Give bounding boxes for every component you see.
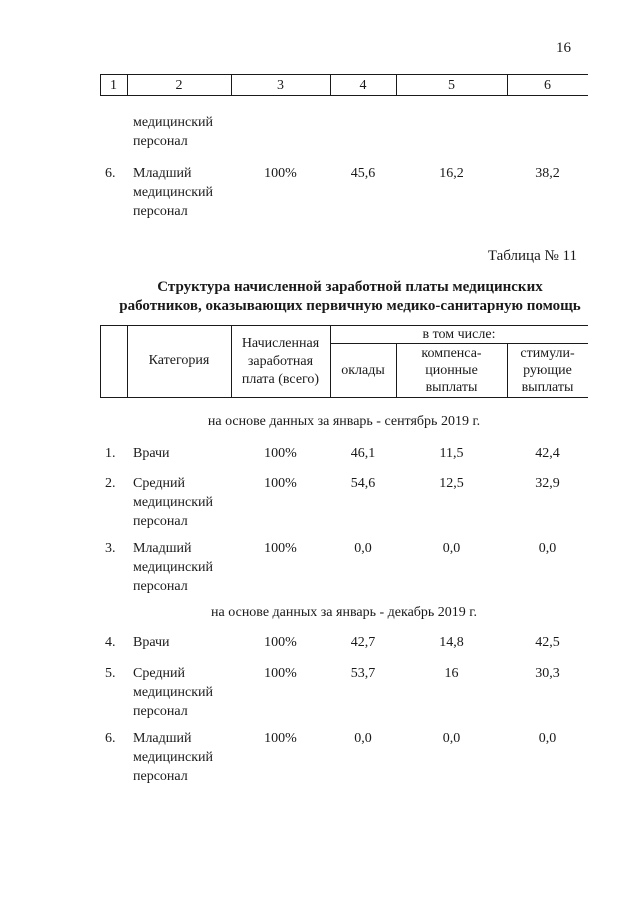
top-table-line	[100, 95, 588, 96]
row-label-line: медицинский	[133, 685, 213, 700]
column-number: 6	[544, 78, 551, 93]
comp-cell: 14,8	[439, 635, 464, 650]
row-label-line: Врачи	[133, 635, 170, 650]
stim-cell: 0,0	[538, 541, 557, 556]
total-cell: 100%	[264, 666, 297, 681]
column-number: 5	[448, 78, 455, 93]
header-vline	[100, 325, 101, 398]
header-stim-line: стимули-	[520, 346, 575, 361]
stim-cell: 38,2	[535, 166, 560, 181]
stim-cell: 42,4	[535, 446, 560, 461]
stim-cell: 42,5	[535, 635, 560, 650]
header-stim-line: рующие	[523, 363, 572, 378]
table-label: Таблица № 11	[487, 248, 577, 264]
column-number: 3	[277, 78, 284, 93]
total-cell: 100%	[264, 166, 297, 181]
row-number: 2.	[105, 476, 116, 491]
total-cell: 100%	[264, 446, 297, 461]
row-label-line: медицинский	[133, 185, 213, 200]
page-number: 16	[556, 40, 571, 56]
comp-cell: 11,5	[439, 446, 464, 461]
header-total-line: Начисленная	[241, 336, 320, 351]
continued-label-line: персонал	[133, 134, 188, 149]
row-number: 1.	[105, 446, 116, 461]
row-label-line: персонал	[133, 769, 188, 784]
row-label-line: Младший	[133, 166, 192, 181]
okl-cell: 53,7	[350, 666, 376, 681]
row-label-line: медицинский	[133, 750, 213, 765]
row-number: 6.	[105, 166, 116, 181]
stim-cell: 32,9	[535, 476, 560, 491]
row-number: 4.	[105, 635, 116, 650]
row-number: 5.	[105, 666, 116, 681]
okl-cell: 54,6	[350, 476, 376, 491]
total-cell: 100%	[264, 635, 297, 650]
table-title-line: Структура начисленной заработной платы медицинских	[157, 279, 543, 295]
row-number: 6.	[105, 731, 116, 746]
row-label-line: Средний	[133, 666, 185, 681]
stim-cell: 0,0	[538, 731, 557, 746]
row-label-line: Средний	[133, 476, 185, 491]
okl-cell: 0,0	[354, 541, 372, 556]
comp-cell: 16	[444, 666, 459, 681]
header-stim-line: выплаты	[521, 380, 574, 395]
row-label-line: Врачи	[133, 446, 170, 461]
okl-cell: 45,6	[350, 166, 376, 181]
total-cell: 100%	[264, 541, 297, 556]
header-total-line: заработная	[247, 354, 314, 369]
okl-cell: 42,7	[350, 635, 376, 650]
column-number: 1	[110, 78, 117, 93]
header-category: Категория	[148, 353, 210, 368]
stim-cell: 30,3	[535, 666, 560, 681]
row-number: 3.	[105, 541, 116, 556]
top-table-line	[100, 74, 588, 75]
header-total-line: плата (всего)	[241, 372, 320, 387]
row-label-line: персонал	[133, 579, 188, 594]
okl-cell: 46,1	[350, 446, 376, 461]
header-comp-line: выплаты	[425, 380, 478, 395]
total-cell: 100%	[264, 476, 297, 491]
continued-label-line: медицинский	[133, 115, 213, 130]
row-label-line: медицинский	[133, 560, 213, 575]
row-label-line: персонал	[133, 704, 188, 719]
column-number: 4	[359, 78, 367, 93]
table-title-line: работников, оказывающих первичную медико-санитарную помощь	[119, 298, 581, 314]
row-label-line: медицинский	[133, 495, 213, 510]
column-number: 2	[175, 78, 183, 93]
section-caption: на основе данных за январь - сентябрь 2019 г.	[207, 414, 481, 429]
row-label-line: Младший	[133, 541, 192, 556]
section-caption: на основе данных за январь - декабрь 2019 г.	[211, 605, 477, 620]
okl-cell: 0,0	[354, 731, 372, 746]
comp-cell: 16,2	[439, 166, 464, 181]
header-bottom-line	[100, 397, 588, 398]
comp-cell: 0,0	[442, 731, 461, 746]
row-label-line: Младший	[133, 731, 192, 746]
header-comp-line: ционные	[425, 363, 478, 378]
comp-cell: 12,5	[439, 476, 464, 491]
row-label-line: персонал	[133, 204, 188, 219]
header-including: в том числе:	[422, 327, 496, 342]
header-okl: оклады	[341, 363, 385, 378]
comp-cell: 0,0	[442, 541, 461, 556]
row-label-line: персонал	[133, 514, 188, 529]
header-comp-line: компенса-	[421, 346, 482, 361]
total-cell: 100%	[264, 731, 297, 746]
